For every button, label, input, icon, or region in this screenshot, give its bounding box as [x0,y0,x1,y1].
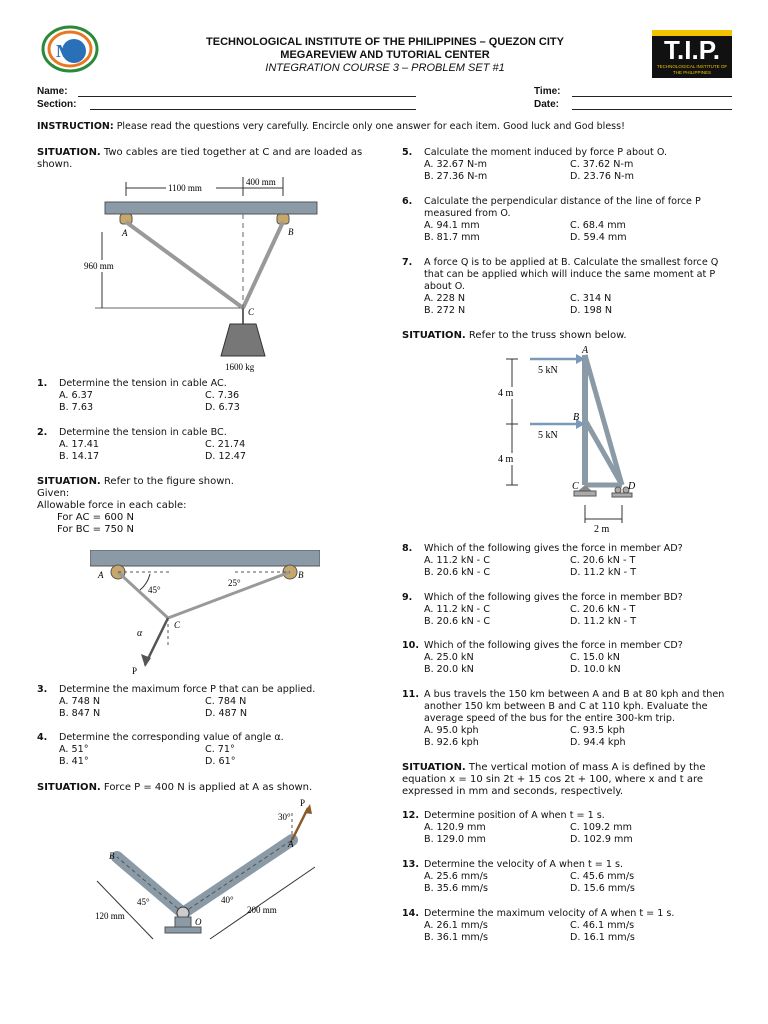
question-number: 11. [402,689,419,700]
label-p: P [132,666,138,676]
question-7 [402,257,737,321]
option-a[interactable]: A. 25.0 kN [424,652,474,663]
angle-45: 45° [148,585,161,595]
option-a[interactable]: A. 11.2 kN - C [424,555,490,566]
allowable-bc: For BC = 750 N [57,524,134,535]
question-number: 9. [402,592,413,603]
question-text-line2: another 150 km between B and C at 110 kph. Evaluate the [424,701,708,712]
instruction-label: INSTRUCTION: [37,121,114,132]
question-text: Calculate the moment induced by force P about O. [424,147,668,158]
option-b[interactable]: B. 41° [59,756,89,767]
question-3 [37,684,367,724]
tip-logo [652,30,732,78]
option-c[interactable]: C. 46.1 mm/s [570,920,635,931]
situation-1 [37,147,362,171]
question-9 [402,592,737,632]
situation-2 [37,476,234,536]
situation-3 [37,782,312,794]
question-5 [402,147,737,187]
allowable-label: Allowable force in each cable: [37,500,187,511]
question-text: A force Q is to be applied at B. Calculate the smallest force Q [424,257,719,268]
height-4m-b: 4 m [498,454,514,465]
option-d[interactable]: D. 487 N [205,708,248,719]
option-b[interactable]: B. 20.0 kN [424,664,474,675]
course-title: INTEGRATION COURSE 3 – PROBLEM SET #1 [265,62,505,74]
option-c[interactable]: C. 20.6 kN - T [570,604,636,615]
option-d[interactable]: D. 23.76 N-m [570,171,634,182]
option-c[interactable]: C. 21.74 [205,439,246,450]
angle-40: 40° [221,895,234,905]
svg-text:M: M [56,41,73,61]
force-5kn-b: 5 kN [538,430,558,441]
allowable-ac: For AC = 600 N [57,512,134,523]
question-text: Which of the following gives the force in member AD? [424,543,683,554]
question-text-line2: measured from O. [424,208,511,219]
question-text: Determine the tension in cable AC. [59,378,227,389]
option-b[interactable]: B. 35.6 mm/s [424,883,489,894]
option-c[interactable]: C. 93.5 kph [570,725,625,736]
label-d: D [628,481,636,492]
question-1 [37,378,367,418]
angle-25: 25° [228,578,241,588]
situation-2-text: Refer to the figure shown. [103,476,234,487]
option-a[interactable]: A. 95.0 kph [424,725,479,736]
question-text: A bus travels the 150 km between A and B at 80 kph and then [424,689,725,700]
question-number: 6. [402,196,413,207]
dim-120: 120 mm [95,911,125,921]
label-b: B [109,851,115,861]
dim-960: 960 mm [84,261,114,271]
question-text: Determine the corresponding value of angle α. [59,732,284,743]
label-a: A [582,345,589,356]
option-c[interactable]: C. 15.0 kN [570,652,620,663]
dim-200: 200 mm [247,905,277,915]
option-b[interactable]: B. 14.17 [59,451,100,462]
option-d[interactable]: D. 102.9 mm [570,834,633,845]
name-label: Name: [37,86,68,97]
situation-4 [402,330,627,342]
option-b[interactable]: B. 20.6 kN - C [424,567,491,578]
question-6 [402,196,737,248]
dim-1100: 1100 mm [168,183,202,193]
option-d[interactable]: D. 16.1 mm/s [570,932,635,943]
load-label: 1600 kg [225,362,255,372]
label-alpha: α [137,628,143,639]
option-a[interactable]: A. 94.1 mm [424,220,480,231]
option-d[interactable]: D. 11.2 kN - T [570,567,637,578]
time-label: Time: [534,86,561,97]
question-number: 1. [37,378,48,389]
question-text-line3: about O. [424,281,465,292]
label-a: A [122,228,128,238]
force-5kn-a: 5 kN [538,365,558,376]
figure-cables-1 [80,172,330,372]
question-text: Determine the velocity of A when t = 1 s. [424,859,624,870]
question-number: 5. [402,147,413,158]
option-a[interactable]: A. 17.41 [59,439,99,450]
option-b[interactable]: B. 272 N [424,305,466,316]
option-c[interactable]: C. 71° [205,744,235,755]
figure-truss [490,345,650,535]
situation-1-label: SITUATION. [37,147,101,158]
situation-5-equation: equation x = 10 sin 2t + 15 cos 2t + 100, where x and t are [402,774,704,785]
situation-4-text: Refer to the truss shown below. [468,330,627,341]
question-number: 12. [402,810,419,821]
angle-45: 45° [137,897,150,907]
label-c: C [174,620,181,630]
option-c[interactable]: C. 45.6 mm/s [570,871,635,882]
option-a[interactable]: A. 26.1 mm/s [424,920,488,931]
question-number: 4. [37,732,48,743]
institute-title: TECHNOLOGICAL INSTITUTE OF THE PHILIPPINES – QUEZON CITY [206,36,564,48]
option-d[interactable]: D. 94.4 kph [570,737,626,748]
option-c[interactable]: C. 68.4 mm [570,220,626,231]
option-b[interactable]: B. 847 N [59,708,101,719]
question-13 [402,859,737,899]
question-14 [402,908,737,948]
label-b: B [288,227,294,237]
question-11 [402,689,737,753]
label-p: P [300,798,306,808]
option-a[interactable]: A. 11.2 kN - C [424,604,490,615]
question-number: 13. [402,859,419,870]
question-text: Determine the maximum force P that can be applied. [59,684,316,695]
option-a[interactable]: A. 228 N [424,293,466,304]
option-b[interactable]: B. 36.1 mm/s [424,932,489,943]
question-text-line3: average speed of the bus for the entire 300-km trip. [424,713,676,724]
question-text: Which of the following gives the force in member BD? [424,592,683,603]
option-c[interactable]: C. 784 N [205,696,247,707]
option-d[interactable]: D. 15.6 mm/s [570,883,635,894]
option-a[interactable]: A. 32.67 N-m [424,159,487,170]
option-b[interactable]: B. 92.6 kph [424,737,479,748]
question-2 [37,427,367,467]
question-text: Determine the tension in cable BC. [59,427,227,438]
option-d[interactable]: D. 59.4 mm [570,232,627,243]
situation-4-label: SITUATION. [402,330,466,341]
situation-5-text3: expressed in mm and seconds, respectively. [402,786,624,797]
question-text: Which of the following gives the force in member CD? [424,640,683,651]
name-line[interactable] [78,96,416,97]
question-text: Determine position of A when t = 1 s. [424,810,605,821]
section-label: Section: [37,99,77,110]
option-c[interactable]: C. 20.6 kN - T [570,555,636,566]
mrtc-logo [40,24,100,74]
option-d[interactable]: D. 6.73 [205,402,240,413]
situation-2-label: SITUATION. [37,476,101,487]
situation-5-text: The vertical motion of mass A is defined by the [468,762,706,773]
figure-bracket [95,795,325,945]
question-number: 2. [37,427,48,438]
option-a[interactable]: A. 748 N [59,696,101,707]
option-b[interactable]: B. 20.6 kN - C [424,616,491,627]
label-b: B [298,570,304,580]
question-text-line2: that can be applied which will induce the same moment at P [424,269,716,280]
header-block [150,36,620,75]
option-c[interactable]: C. 109.2 mm [570,822,633,833]
option-b[interactable]: B. 129.0 mm [424,834,486,845]
situation-5-label: SITUATION. [402,762,466,773]
situation-3-label: SITUATION. [37,782,101,793]
situation-5 [402,762,706,798]
option-a[interactable]: A. 6.37 [59,390,93,401]
option-b[interactable]: B. 81.7 mm [424,232,480,243]
question-8 [402,543,737,583]
question-number: 8. [402,543,413,554]
height-4m-a: 4 m [498,388,514,399]
option-b[interactable]: B. 7.63 [59,402,94,413]
dim-400: 400 mm [246,177,276,187]
label-o: O [195,917,202,927]
question-text: Determine the maximum velocity of A when t = 1 s. [424,908,675,919]
label-c: C [248,307,255,317]
option-d[interactable]: D. 198 N [570,305,613,316]
label-b: B [573,412,580,423]
label-a: A [288,839,294,849]
width-2m: 2 m [594,524,610,535]
option-d[interactable]: D. 12.47 [205,451,246,462]
question-10 [402,640,737,680]
center-title: MEGAREVIEW AND TUTORIAL CENTER [280,49,490,61]
option-a[interactable]: A. 51° [59,744,89,755]
question-4 [37,732,367,772]
question-number: 3. [37,684,48,695]
tip-logo-sub: TECHNOLOGICAL INSTITUTE OF THE PHILIPPINES [656,64,728,75]
situation-1-text2: shown. [37,159,73,170]
section-line[interactable] [90,109,416,110]
option-c[interactable]: C. 37.62 N-m [570,159,634,170]
option-a[interactable]: A. 120.9 mm [424,822,486,833]
time-line[interactable] [572,96,732,97]
situation-3-text: Force P = 400 N is applied at A as shown. [103,782,313,793]
figure-cables-2 [90,550,320,678]
label-a: A [98,570,104,580]
label-c: C [572,481,579,492]
given-label: Given: [37,488,70,499]
question-number: 10. [402,640,419,651]
angle-30: 30° [278,812,291,822]
option-b[interactable]: B. 27.36 N-m [424,171,488,182]
date-label: Date: [534,99,560,110]
option-a[interactable]: A. 25.6 mm/s [424,871,488,882]
question-12 [402,810,737,850]
instruction-text: Please read the questions very carefully. Encircle only one answer for each item. Good luck and God bless! [116,121,625,132]
option-d[interactable]: D. 10.0 kN [570,664,621,675]
situation-1-text: Two cables are tied together at C and are loaded as [103,147,363,158]
option-c[interactable]: C. 7.36 [205,390,240,401]
question-number: 14. [402,908,419,919]
option-c[interactable]: C. 314 N [570,293,612,304]
question-number: 7. [402,257,413,268]
option-d[interactable]: D. 11.2 kN - T [570,616,637,627]
instruction [37,121,625,132]
date-line[interactable] [572,109,732,110]
question-text: Calculate the perpendicular distance of the line of force P [424,196,701,207]
tip-logo-text: T.I.P. [664,35,720,65]
option-d[interactable]: D. 61° [205,756,236,767]
